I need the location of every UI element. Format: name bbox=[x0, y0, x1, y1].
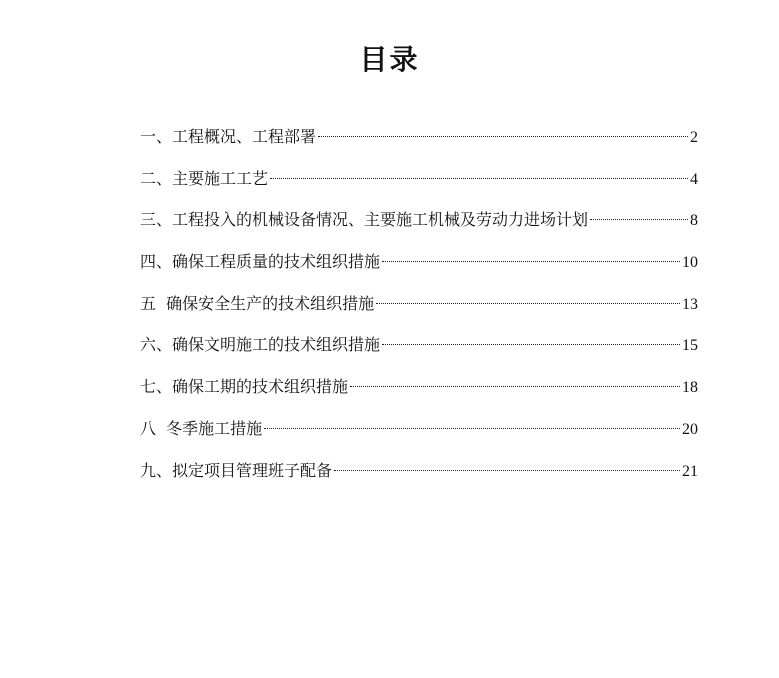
toc-entry-label: 九、拟定项目管理班子配备 bbox=[140, 460, 333, 480]
toc-dot-leader bbox=[590, 219, 688, 220]
toc-page-number: 18 bbox=[682, 379, 698, 397]
toc-dot-leader bbox=[270, 178, 688, 179]
toc-entry-label: 五 确保安全生产的技术组织措施 bbox=[140, 293, 375, 313]
toc-entry[interactable] bbox=[140, 204, 698, 246]
toc-entry-label: 四、确保工程质量的技术组织措施 bbox=[140, 252, 381, 272]
toc-page-number: 10 bbox=[682, 254, 698, 272]
toc-dot-leader bbox=[334, 470, 680, 471]
toc-entry[interactable] bbox=[140, 121, 698, 163]
toc-entry[interactable] bbox=[140, 246, 698, 288]
toc-dot-leader bbox=[382, 261, 680, 262]
toc-entry[interactable] bbox=[140, 413, 698, 455]
toc-page-number: 2 bbox=[690, 129, 698, 146]
toc-dot-leader bbox=[264, 428, 680, 429]
toc-entry-label: 一、工程概况、工程部署 bbox=[140, 127, 317, 146]
toc-page-number: 13 bbox=[682, 295, 698, 313]
toc-entry-label: 七、确保工期的技术组织措施 bbox=[140, 377, 349, 397]
toc-dot-leader bbox=[350, 386, 680, 387]
toc-page-number: 15 bbox=[682, 337, 698, 355]
toc-entry-label: 八 冬季施工措施 bbox=[140, 418, 263, 438]
toc-page-number: 8 bbox=[690, 212, 698, 230]
toc-entry[interactable] bbox=[140, 288, 698, 330]
toc-page-number: 21 bbox=[682, 462, 698, 480]
toc-entry[interactable] bbox=[140, 163, 698, 205]
toc-entry-label: 三、工程投入的机械设备情况、主要施工机械及劳动力进场计划 bbox=[140, 210, 589, 230]
toc-title: 目录 bbox=[359, 43, 420, 76]
toc-page-number: 20 bbox=[682, 420, 698, 438]
toc-list bbox=[140, 121, 698, 496]
toc-dot-leader bbox=[376, 303, 680, 304]
toc-entry-label: 二、主要施工工艺 bbox=[140, 168, 269, 188]
toc-page-number: 4 bbox=[690, 170, 698, 188]
toc-entry[interactable] bbox=[140, 329, 698, 371]
toc-dot-leader bbox=[382, 344, 680, 345]
toc-entry[interactable] bbox=[140, 371, 698, 413]
toc-entry[interactable] bbox=[140, 455, 698, 497]
toc-entry-label: 六、确保文明施工的技术组织措施 bbox=[140, 335, 381, 355]
toc-dot-leader bbox=[318, 136, 688, 137]
